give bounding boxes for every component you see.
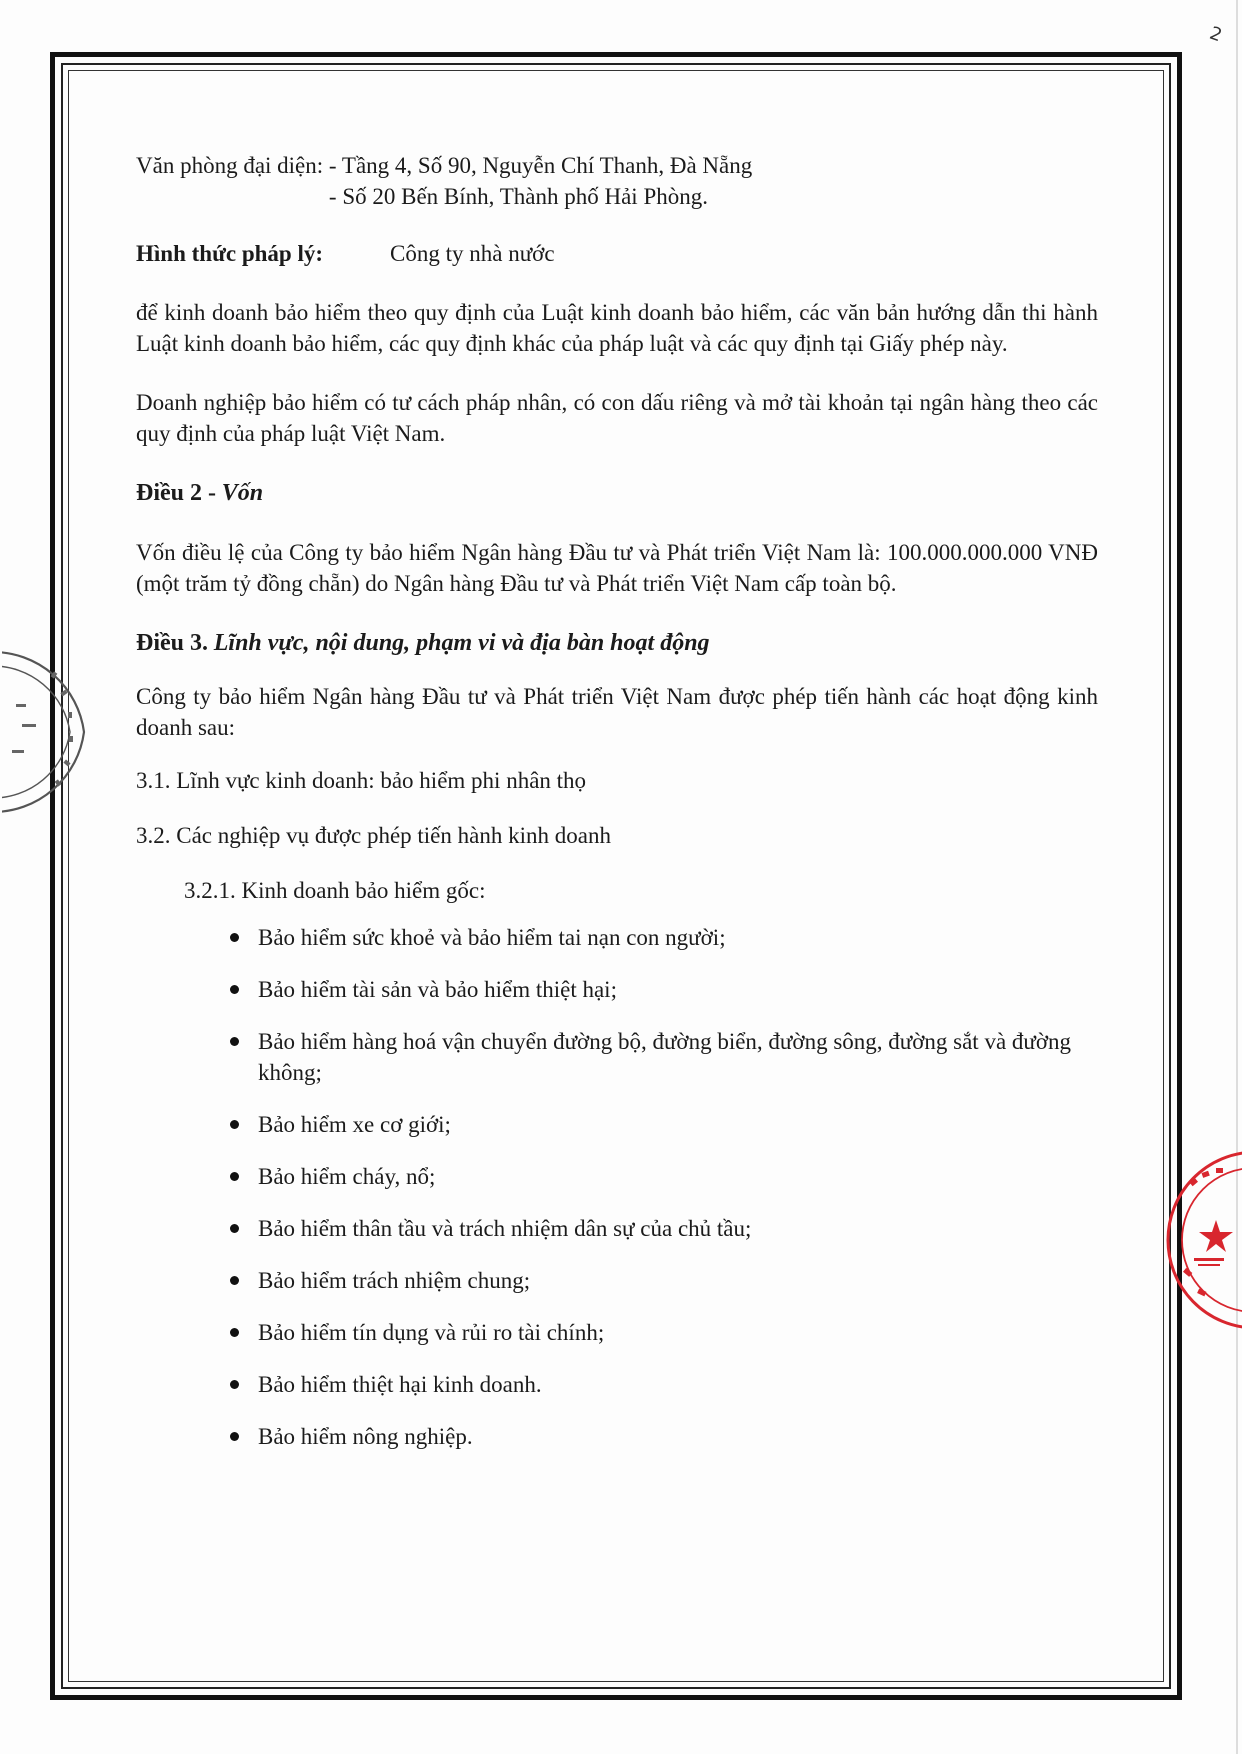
article-2-heading [136, 477, 1098, 509]
scan-edge [1236, 0, 1238, 1754]
article-2-title: Vốn [221, 480, 264, 506]
seal-stamp-right [1164, 1140, 1242, 1340]
office-address-1: - Tầng 4, Số 90, Nguyễn Chí Thanh, Đà Nẵng [328, 153, 753, 178]
para-scope: Công ty bảo hiểm Ngân hàng Đầu tư và Phát triển Việt Nam được phép tiến hành các hoạt động kinh doanh sau: [136, 684, 1098, 740]
bullet-icon [230, 1172, 239, 1181]
list-item: Bảo hiểm nông nghiệp. [230, 1421, 1098, 1452]
office-label: Văn phòng đại diện: [136, 153, 324, 178]
bullet-icon [230, 1276, 239, 1285]
para-business: để kinh doanh bảo hiểm theo quy định của Luật kinh doanh bảo hiểm, các văn bản hướng dẫn thi hành Luật kinh doanh bảo hiểm, các quy định khác của pháp luật và các quy định tại Giấy phép này. [136, 300, 1098, 356]
page-number: 2 [1206, 22, 1225, 47]
bullet-icon [230, 1380, 239, 1389]
section-3-2: 3.2. Các nghiệp vụ được phép tiến hành kinh doanh [136, 823, 611, 848]
list-item: Bảo hiểm tín dụng và rủi ro tài chính; [230, 1317, 1098, 1348]
office-addresses [329, 150, 752, 212]
section-3-2-1: 3.2.1. Kinh doanh bảo hiểm gốc: [184, 878, 486, 903]
bullet-icon [230, 1120, 239, 1129]
para-legal-entity: Doanh nghiệp bảo hiểm có tư cách pháp nhân, có con dấu riêng và mở tài khoản tại ngân hàng theo các quy định của pháp luật Việt Nam. [136, 390, 1098, 446]
bullet-icon [230, 1224, 239, 1233]
bullet-icon [230, 1037, 239, 1046]
insurance-line-list [136, 922, 1098, 1452]
bullet-icon [230, 985, 239, 994]
list-item: Bảo hiểm thân tầu và trách nhiệm dân sự của chủ tầu; [230, 1213, 1098, 1244]
legal-form-label: Hình thức pháp lý: [136, 241, 323, 266]
para-charter-capital: Vốn điều lệ của Công ty bảo hiểm Ngân hàng Đầu tư và Phát triển Việt Nam là: 100.000.000.000 VNĐ (một trăm tỷ đồng chẵn) do Ngân hàng Đầu tư và Phát triển Việt Nam cấp toàn bộ. [136, 540, 1098, 596]
list-item: Bảo hiểm xe cơ giới; [230, 1109, 1098, 1140]
bullet-icon [230, 1328, 239, 1337]
bullet-icon [230, 1432, 239, 1441]
article-3-number: Điều 3. [136, 630, 208, 656]
document-body [136, 150, 1098, 1473]
legal-form-value: Công ty nhà nước [390, 241, 555, 266]
list-item: Bảo hiểm thiệt hại kinh doanh. [230, 1369, 1098, 1400]
article-3-heading [136, 627, 1098, 659]
legal-form [136, 238, 1098, 269]
list-item: Bảo hiểm cháy, nổ; [230, 1161, 1098, 1192]
article-3-title: Lĩnh vực, nội dung, phạm vi và địa bàn hoạt động [213, 630, 710, 656]
bullet-icon [230, 933, 239, 942]
section-3-1: 3.1. Lĩnh vực kinh doanh: bảo hiểm phi nhân thọ [136, 768, 587, 793]
seal-stamp-left [2, 632, 102, 832]
representative-office [136, 150, 1098, 212]
list-item: Bảo hiểm trách nhiệm chung; [230, 1265, 1098, 1296]
list-item: Bảo hiểm sức khoẻ và bảo hiểm tai nạn con người; [230, 922, 1098, 953]
list-item: Bảo hiểm hàng hoá vận chuyển đường bộ, đường biển, đường sông, đường sắt và đường không; [230, 1026, 1098, 1088]
article-2-number: Điều 2 - [136, 480, 216, 506]
list-item: Bảo hiểm tài sản và bảo hiểm thiệt hại; [230, 974, 1098, 1005]
office-address-2: - Số 20 Bến Bính, Thành phố Hải Phòng. [328, 184, 708, 209]
